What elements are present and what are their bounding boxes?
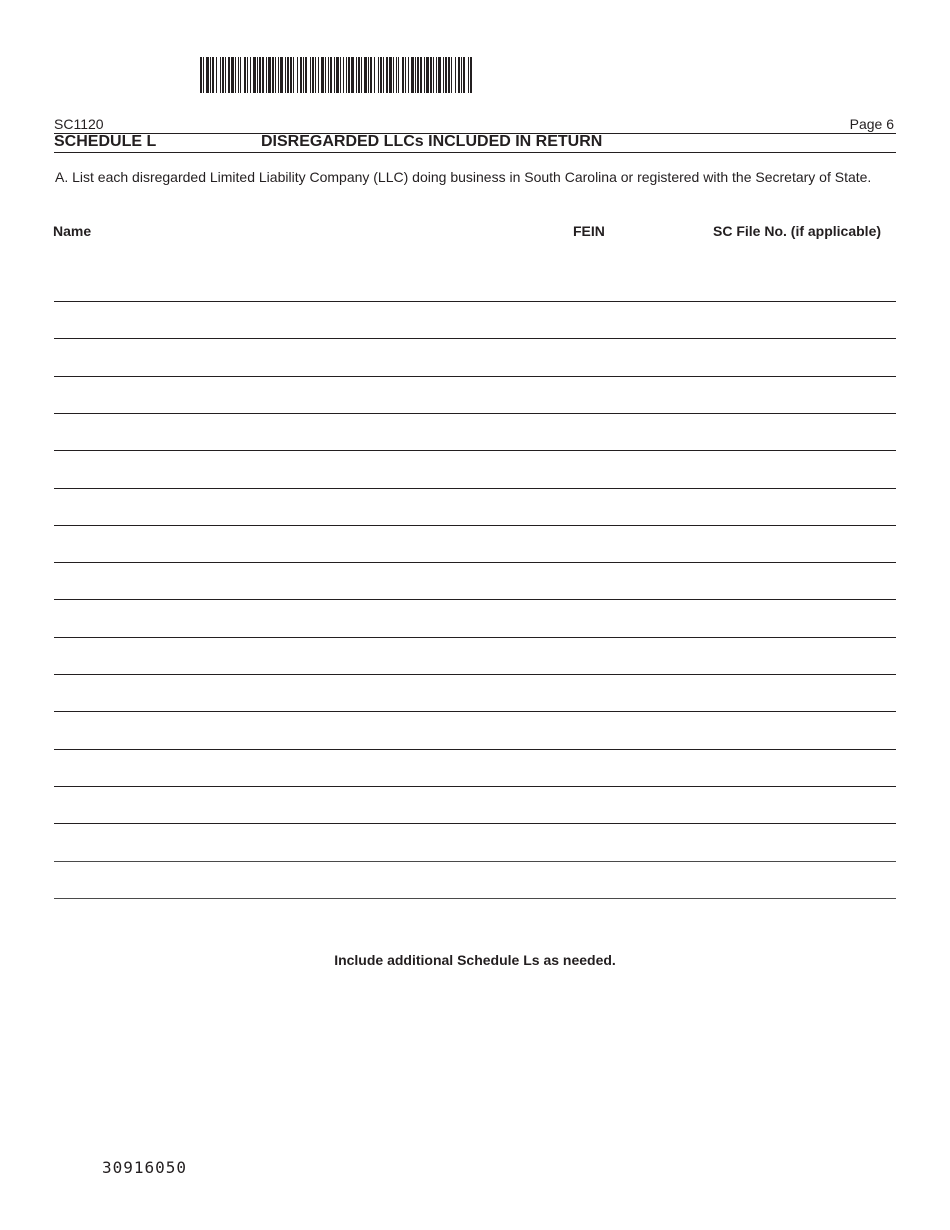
barcode-bar: [290, 57, 292, 93]
entry-line[interactable]: [54, 525, 896, 526]
column-header-fein: FEIN: [573, 223, 605, 239]
barcode-bar: [285, 57, 286, 93]
entry-line[interactable]: [54, 674, 896, 675]
entry-line[interactable]: [54, 376, 896, 377]
barcode-bar: [383, 57, 384, 93]
barcode-bar: [247, 57, 248, 93]
entry-line[interactable]: [54, 562, 896, 563]
barcode-bar: [356, 57, 357, 93]
barcode-bar: [415, 57, 416, 93]
entry-line[interactable]: [54, 711, 896, 712]
barcode-bar: [272, 57, 274, 93]
barcode-bar: [336, 57, 339, 93]
barcode-bar: [259, 57, 261, 93]
barcode-image: [200, 57, 472, 93]
barcode-bar: [368, 57, 369, 93]
entry-line[interactable]: [54, 786, 896, 787]
entry-line[interactable]: [54, 823, 896, 824]
barcode-bar: [370, 57, 372, 93]
barcode-bar: [411, 57, 414, 93]
barcode-bar: [268, 57, 271, 93]
barcode-bar: [315, 57, 316, 93]
document-code: 30916050: [102, 1158, 188, 1177]
barcode-bar: [257, 57, 258, 93]
instruction-text: A. List each disregarded Limited Liability Company (LLC) doing business in South Carolina or registered with the Secretary of State.: [55, 169, 872, 185]
barcode-bar: [325, 57, 326, 93]
form-id: SC1120: [54, 116, 104, 132]
barcode-bar: [328, 57, 329, 93]
barcode-bar: [293, 57, 294, 93]
barcode-bar: [216, 57, 217, 93]
barcode-bar: [250, 57, 251, 93]
entry-line[interactable]: [54, 301, 896, 302]
barcode-bar: [389, 57, 392, 93]
barcode-bar: [396, 57, 397, 93]
entry-line[interactable]: [54, 749, 896, 750]
barcode-bar: [231, 57, 234, 93]
barcode-bar: [222, 57, 224, 93]
barcode-bar: [321, 57, 324, 93]
barcode-bar: [380, 57, 382, 93]
footer-note: Include additional Schedule Ls as needed.: [334, 952, 616, 968]
barcode-bar: [393, 57, 394, 93]
entry-line[interactable]: [54, 861, 896, 862]
barcode-bar: [351, 57, 354, 93]
barcode-bar: [417, 57, 419, 93]
barcode-bar: [374, 57, 375, 93]
barcode-bar: [262, 57, 264, 93]
barcode-bar: [420, 57, 422, 93]
barcode-bar: [386, 57, 388, 93]
barcode-bar: [210, 57, 211, 93]
barcode-bar: [238, 57, 239, 93]
barcode-bar: [343, 57, 344, 93]
barcode-bar: [408, 57, 409, 93]
barcode-bar: [312, 57, 314, 93]
barcode-bar: [225, 57, 226, 93]
barcode-bar: [280, 57, 283, 93]
barcode-bar: [334, 57, 335, 93]
barcode-bar: [445, 57, 447, 93]
barcode-bar: [405, 57, 406, 93]
entry-line[interactable]: [54, 599, 896, 600]
barcode-bar: [318, 57, 319, 93]
barcode-bar: [220, 57, 221, 93]
barcode-bar: [278, 57, 279, 93]
barcode-bar: [305, 57, 307, 93]
schedule-title: DISREGARDED LLCs INCLUDED IN RETURN: [261, 133, 603, 150]
barcode-bar: [212, 57, 214, 93]
entry-line[interactable]: [54, 488, 896, 489]
entry-line[interactable]: [54, 898, 896, 899]
barcode-bar: [468, 57, 469, 93]
barcode-bar: [443, 57, 444, 93]
barcode-bar: [455, 57, 456, 93]
entry-line[interactable]: [54, 637, 896, 638]
entry-line[interactable]: [54, 338, 896, 339]
entry-line[interactable]: [54, 450, 896, 451]
barcode-bar: [451, 57, 452, 93]
column-header-sc-file-no: SC File No. (if applicable): [713, 223, 882, 239]
barcode-bar: [310, 57, 311, 93]
barcode-bar: [358, 57, 360, 93]
barcode-bar: [402, 57, 404, 93]
barcode-bar: [346, 57, 347, 93]
barcode-bar: [266, 57, 267, 93]
barcode-bar: [287, 57, 289, 93]
barcode-bar: [240, 57, 241, 93]
barcode-bar: [275, 57, 276, 93]
barcode-bar: [364, 57, 367, 93]
schedule-label: SCHEDULE L: [54, 133, 157, 150]
barcode-bar: [206, 57, 209, 93]
barcode-bar: [348, 57, 350, 93]
barcode-bar: [438, 57, 441, 93]
barcode-bar: [200, 57, 202, 93]
barcode-bar: [448, 57, 450, 93]
barcode-bar: [430, 57, 432, 93]
barcode-bar: [378, 57, 379, 93]
barcode-bar: [203, 57, 204, 93]
page-number: Page 6: [849, 116, 894, 132]
barcode-bar: [361, 57, 362, 93]
barcode-bar: [303, 57, 304, 93]
barcode-bar: [340, 57, 341, 93]
barcode-bar: [426, 57, 429, 93]
barcode-bar: [433, 57, 434, 93]
header-rule-bottom: [54, 152, 896, 153]
entry-line[interactable]: [54, 413, 896, 414]
column-header-name: Name: [53, 223, 92, 239]
barcode-bar: [300, 57, 302, 93]
barcode-bar: [253, 57, 256, 93]
barcode-bar: [398, 57, 399, 93]
barcode-bar: [228, 57, 230, 93]
barcode-bar: [244, 57, 246, 93]
barcode-bar: [470, 57, 472, 93]
barcode-bar: [461, 57, 462, 93]
barcode-bar: [463, 57, 465, 93]
barcode-bar: [458, 57, 460, 93]
barcode-bar: [330, 57, 332, 93]
barcode-bar: [297, 57, 298, 93]
barcode-bar: [436, 57, 437, 93]
barcode-bar: [235, 57, 236, 93]
barcode-bar: [424, 57, 425, 93]
